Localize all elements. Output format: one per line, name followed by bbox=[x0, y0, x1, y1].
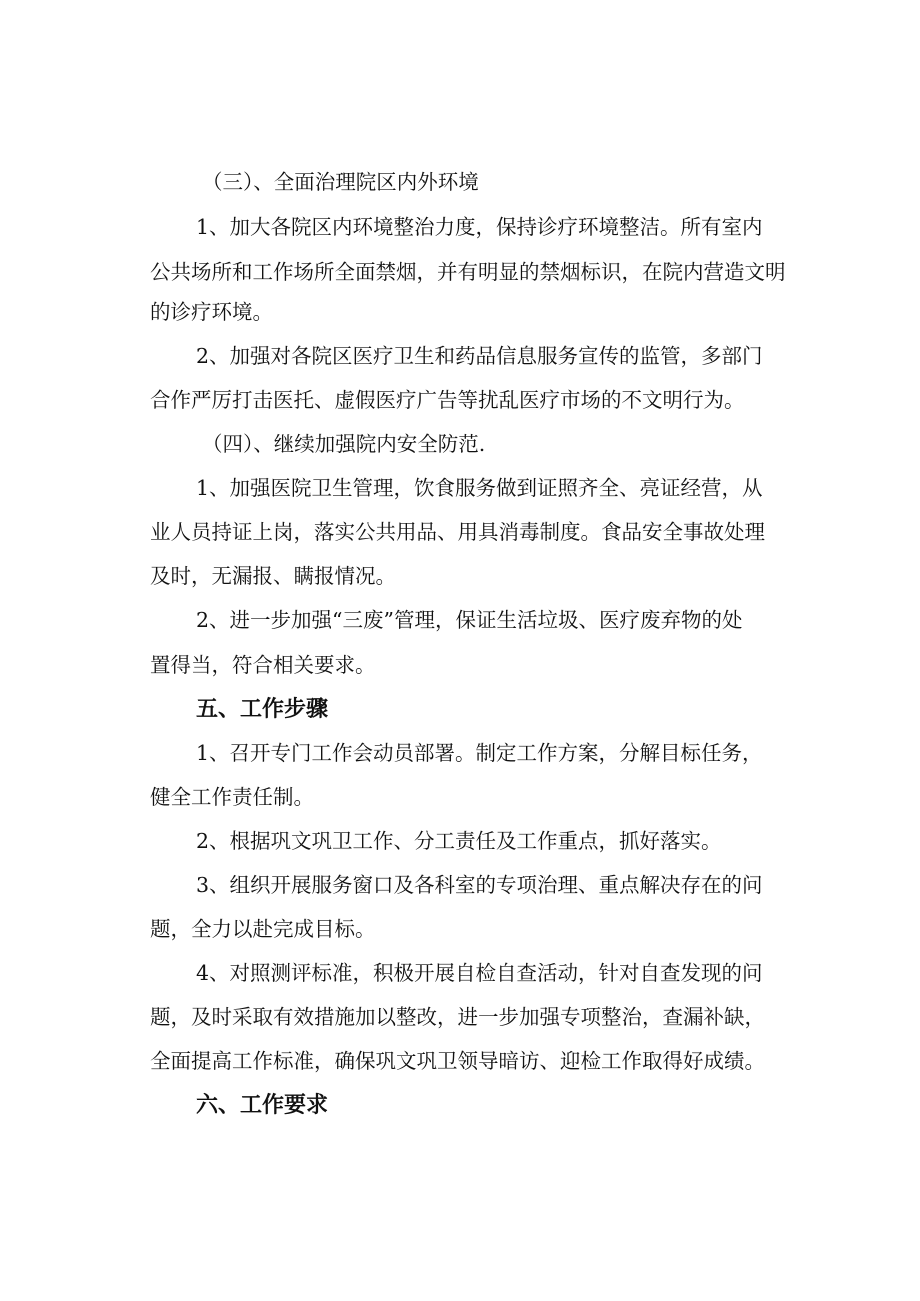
section-4-item-1-line-3: 及时，无漏报、瞒报情况。 bbox=[150, 564, 396, 588]
part-5-heading: 五、工作步骤 bbox=[196, 697, 329, 722]
section-4-item-2-line-2: 置得当，符合相关要求。 bbox=[150, 653, 376, 677]
part-5-item-3-line-2: 题，全力以赴完成目标。 bbox=[150, 917, 376, 941]
section-3-heading: （三）、全面治理院区内外环境 bbox=[202, 170, 479, 194]
part-5-item-4-line-3: 全面提高工作标准，确保巩文巩卫领导暗访、迎检工作取得好成绩。 bbox=[150, 1049, 765, 1073]
part-5-item-4-line-2: 题，及时采取有效措施加以整改，进一步加强专项整治，查漏补缺， bbox=[150, 1005, 765, 1029]
section-4-item-1-line-1: 1、加强医院卫生管理，饮食服务做到证照齐全、亮证经营，从 bbox=[196, 476, 763, 500]
section-3-item-1-line-3: 的诊疗环境。 bbox=[150, 300, 273, 324]
part-5-item-1-line-2: 健全工作责任制。 bbox=[150, 785, 314, 809]
part-5-item-2-line-1: 2、根据巩文巩卫工作、分工责任及工作重点，抓好落实。 bbox=[196, 829, 722, 853]
section-3-item-2-line-2: 合作严厉打击医托、虚假医疗广告等扰乱医疗市场的不文明行为。 bbox=[150, 388, 745, 412]
part-5-item-3-line-1: 3、组织开展服务窗口及各科室的专项治理、重点解决存在的问 bbox=[196, 873, 763, 897]
section-3-item-1-line-2: 公共场所和工作场所全面禁烟，并有明显的禁烟标识，在院内营造文明 bbox=[150, 260, 786, 284]
section-3-item-2-line-1: 2、加强对各院区医疗卫生和药品信息服务宣传的监管，多部门 bbox=[196, 344, 763, 368]
section-4-item-2-line-1: 2、进一步加强“三废”管理，保证生活垃圾、医疗废弃物的处 bbox=[196, 608, 743, 632]
section-4-heading: （四）、继续加强院内安全防范. bbox=[202, 432, 486, 456]
part-5-item-4-line-1: 4、对照测评标准，积极开展自检自查活动，针对自查发现的问 bbox=[196, 961, 763, 985]
part-6-heading: 六、工作要求 bbox=[196, 1093, 329, 1118]
section-3-item-1-line-1: 1、加大各院区内环境整治力度，保持诊疗环境整洁。所有室内 bbox=[196, 215, 763, 239]
part-5-item-1-line-1: 1、召开专门工作会动员部署。制定工作方案，分解目标任务， bbox=[196, 741, 763, 765]
section-4-item-1-line-2: 业人员持证上岗，落实公共用品、用具消毒制度。食品安全事故处理 bbox=[150, 520, 765, 544]
